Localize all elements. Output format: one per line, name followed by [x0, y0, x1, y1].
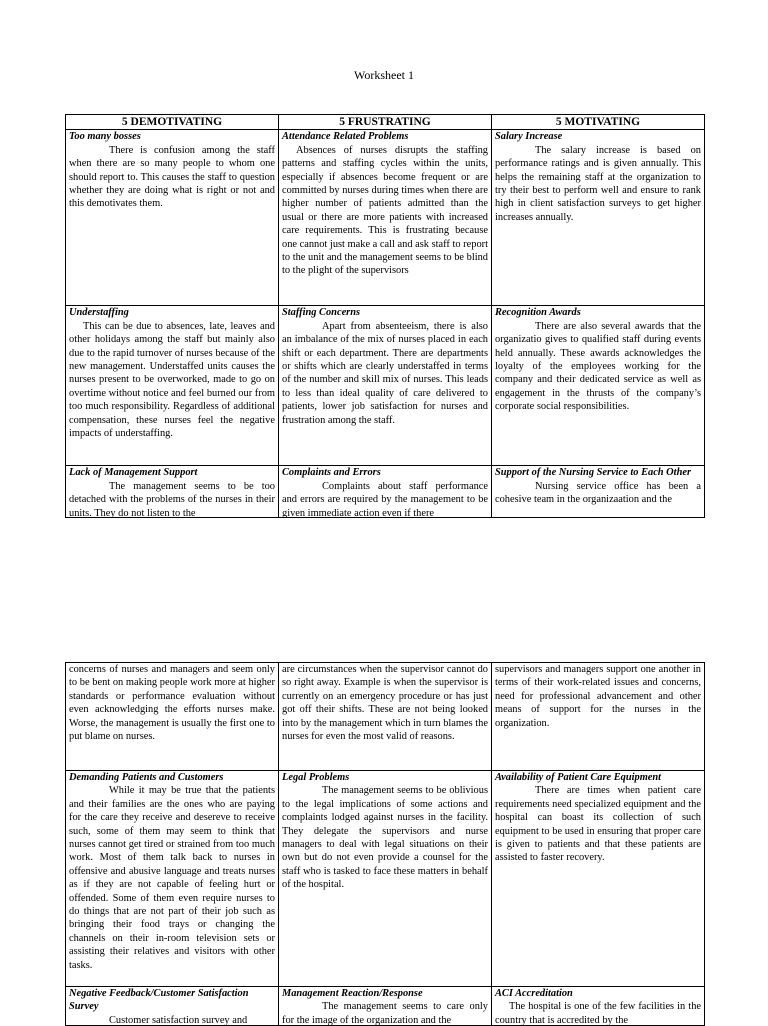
table-cell	[492, 663, 705, 771]
table-row	[66, 466, 705, 518]
table-row	[66, 663, 705, 771]
cell-text: The salary increase is based on performance ratings and is given annually. This helps the remaining staff at the organization to try their best to perform well and ensure to rank high in client satisfaction surveys to get higher increases annually.	[495, 144, 701, 223]
table-cell	[492, 771, 705, 987]
header-frustrating: 5 FRUSTRATING	[279, 115, 492, 130]
table-cell	[279, 771, 492, 987]
cell-heading: Salary Increase	[495, 131, 563, 143]
table-row	[66, 130, 705, 306]
worksheet-table-top	[65, 114, 705, 518]
header-motivating: 5 MOTIVATING	[492, 115, 705, 130]
table-cell	[279, 663, 492, 771]
cell-heading: Availability of Patient Care Equipment	[495, 772, 662, 783]
cell-text: concerns of nurses and managers and seem only to be bent on making people work more at higher standards or performance evaluation without even acknowledging the efforts nurses make. Worse, the management is usually the first one to put blame on nurses.	[69, 664, 275, 743]
table-cell	[279, 987, 492, 1026]
cell-text: The hospital is one of the few facilities in the country that is accredited by the	[495, 1001, 701, 1026]
cell-text: The management seems to be too detached with the problems of the nurses in their units. They do not listen to the	[69, 480, 275, 518]
cell-heading: Negative Feedback/Customer Satisfaction Survey	[69, 988, 249, 1013]
table-cell	[66, 987, 279, 1026]
cell-heading: Recognition Awards	[495, 307, 581, 319]
cell-heading: Support of the Nursing Service to Each Other	[495, 467, 692, 479]
table-cell	[492, 130, 705, 306]
table-cell	[492, 466, 705, 518]
cell-text: This can be due to absences, late, leaves and other holidays among the staff but mainly also due to the rapid turnover of nurses because of the new management. Understaffed units causes the nurses present to be overworked, made to go on overtime without notice and feel burned our from too much responsibility. Regardless of additional compensation, these nurses feel the negative impacts of understaffing.	[69, 320, 275, 440]
cell-text: Complaints about staff performance and errors are required by the management to be given immediate action even if there	[282, 480, 488, 518]
cell-heading: Lack of Management Support	[69, 467, 198, 479]
table-cell	[279, 466, 492, 518]
table-cell	[492, 306, 705, 466]
table-row	[66, 987, 705, 1026]
cell-heading: Demanding Patients and Customers	[69, 772, 224, 783]
table-cell	[492, 987, 705, 1026]
table-cell	[66, 466, 279, 518]
cell-heading: Management Reaction/Response	[282, 988, 423, 999]
table-row	[66, 771, 705, 987]
cell-heading: Staffing Concerns	[282, 307, 361, 319]
cell-text: There is confusion among the staff when there are so many people to whom one should report to. This causes the staff to question whether they are doing what is right or not and this demotivates them.	[69, 144, 275, 210]
worksheet-table-continued	[65, 662, 705, 1026]
table-row	[66, 306, 705, 466]
cell-heading: Too many bosses	[69, 131, 141, 143]
table-cell	[66, 306, 279, 466]
cell-text: While it may be true that the patients and their families are the ones who are paying for the care they receive and desereve to receive such, some of them may seem to think that nurses cannot get tired or strained from too much work. Most of them talk back to nurses in offensive and abusive language and treats nurses as if they are not capable of feeling hurt or offended. Some of them even require nurses to do things that are not part of their job such as bringing their food trays or changing the channels on their in-room television sets or assisting their relatives and visitors with other tasks.	[69, 785, 275, 971]
cell-text: Nursing service office has been a cohesive team in the organizaation and the	[495, 480, 701, 506]
cell-text: There are times when patient care requirements need specialized equipment and the hospital can boast its collection of such equipment to be used in ensuring that proper care is given to patients and that these patients are assisted to faster recovery.	[495, 785, 701, 864]
table-cell	[279, 306, 492, 466]
cell-text: There are also several awards that the organizatio gives to qualified staff during events held annually. These awards acknowledges the loyalty of the employees working for the company and their dedicated service as well as engagement in the thrusts of the company’s corporate social responsibilities.	[495, 320, 701, 413]
header-row	[66, 115, 705, 130]
cell-text: Apart from absenteeism, there is also an imbalance of the mix of nurses placed in each shift or each department. There are departments or shifts which are clearly understaffed in terms of the number and skill mix of nurses. This leads to less than ideal quality of care delivered to patients, lower job satisfaction for nurses and frustration among the staff.	[282, 320, 488, 426]
cell-heading: ACI Accreditation	[495, 988, 573, 999]
table-cell	[66, 771, 279, 987]
cell-text: Customer satisfaction survey and	[109, 1014, 248, 1026]
table-cell	[66, 130, 279, 306]
header-demotivating: 5 DEMOTIVATING	[66, 115, 279, 130]
cell-heading: Attendance Related Problems	[282, 131, 409, 143]
cell-heading: Understaffing	[69, 307, 129, 319]
cell-text: are circumstances when the supervisor cannot do so right away. Example is when the supervisor is currently on an emergency procedure or has just got off their shifts. These are not being looked into by the management which in turn blames the nurses for even the most valid of reasons.	[282, 664, 488, 743]
table-cell	[279, 130, 492, 306]
table-cell	[66, 663, 279, 771]
cell-text: supervisors and managers support one another in terms of their work-related issues and concerns, need for professional advancement and other means of support for the nurses in the organization.	[495, 664, 701, 729]
cell-text: The management seems to be oblivious to the legal implications of some actions and complaints lodged against nurses in the facility. They delegate the supervisors and nurse managers to deal with legal situations on their own but do not even provide a counsel for the staff who is tasked to face these matters in behalf of the hospital.	[282, 785, 488, 891]
cell-text: The management seems to care only for the image of the organization and the	[282, 1001, 488, 1026]
cell-text: Absences of nurses disrupts the staffing patterns and staffing cycles within the units, especially if absences become frequent or are committed by nurses during times when there are higher number of patients admitted than the usual or there are more patients with increased care requirements. This is frustrating because one cannot just make a call and ask staff to report to the unit and the management seems to be blind to the plight of the supervisors	[282, 144, 488, 277]
cell-heading: Legal Problems	[282, 772, 350, 783]
cell-heading: Complaints and Errors	[282, 467, 381, 479]
page-title: Worksheet 1	[353, 68, 415, 82]
